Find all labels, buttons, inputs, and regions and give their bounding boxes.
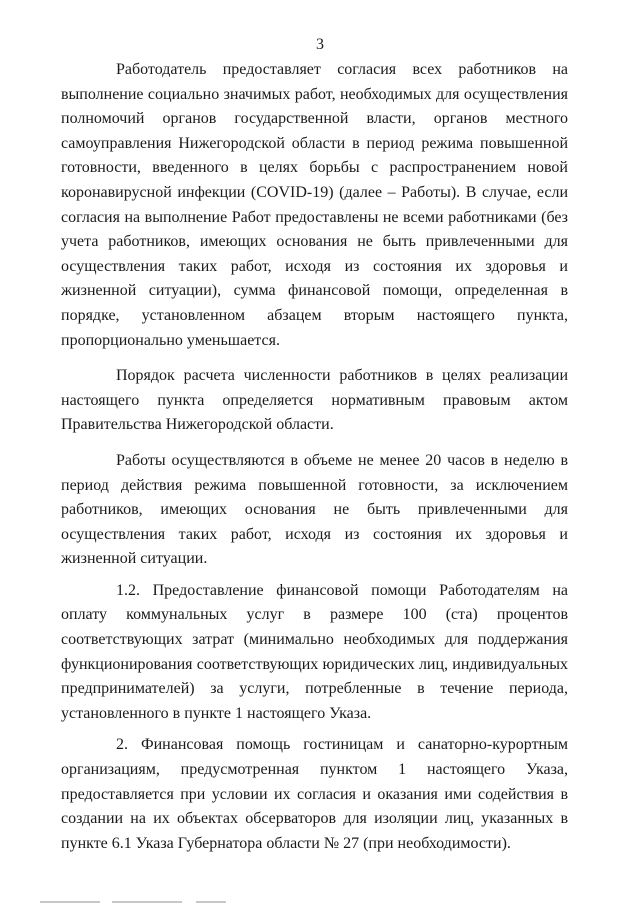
document-body xyxy=(61,58,568,856)
paragraph-clause-2: 2. Финансовая помощь гостиницам и санаторно-курортным организациям, предусмотренная пунктом 1 настоящего Указа, предоставляется при условии их согласия и оказания ими содействия в создании на их объектах обсерваторов для изоляции лиц, указанных в пункте 6.1 Указа Губернатора области № 27 (при необходимости). xyxy=(61,736,568,852)
paragraph-work-volume: Работы осуществляются в объеме не менее 20 часов в неделю в период действия режима повышенной готовности, за исключением работников, имеющих основания не быть привлеченными для осуществления таких работ, исходя из состояния их здоровья и жизненной ситуации. xyxy=(61,451,568,568)
scan-edge-marks xyxy=(0,899,640,905)
paragraph-employer-consent: Работодатель предоставляет согласия всех работников на выполнение социально значимых работ, необходимых для осуществления полномочий органов государственной власти, органов местного самоуправления Нижегородской области в период режима повышенной готовности, введенного в целях борьбы с распространением новой коронавирусной инфекции (COVID-19) (далее – Работы). В случае, если согласия на выполнение Работ предоставлены не всеми работниками (без учета работников, имеющих основания не быть привлеченными для осуществления таких работ, исходя из состояния их здоровья и жизненной ситуации), сумма финансовой помощи, определенная в порядке, установленном абзацем вторым настоящего пункта, пропорционально уменьшается. xyxy=(61,61,568,349)
paragraph-calculation-procedure: Порядок расчета численности работников в целях реализации настоящего пункта определяется нормативным правовым актом Правительства Нижегородской области. xyxy=(61,367,568,434)
paragraph-clause-1-2: 1.2. Предоставление финансовой помощи Работодателям на оплату коммунальных услуг в размере 100 (ста) процентов соответствующих затрат (минимально необходимых для поддержания функционирования соответствующих юридических лиц, индивидуальных предпринимателей) за услуги, потребленные в течение периода, установленного в пункте 1 настоящего Указа. xyxy=(61,581,568,722)
page-number: 3 xyxy=(316,36,324,53)
